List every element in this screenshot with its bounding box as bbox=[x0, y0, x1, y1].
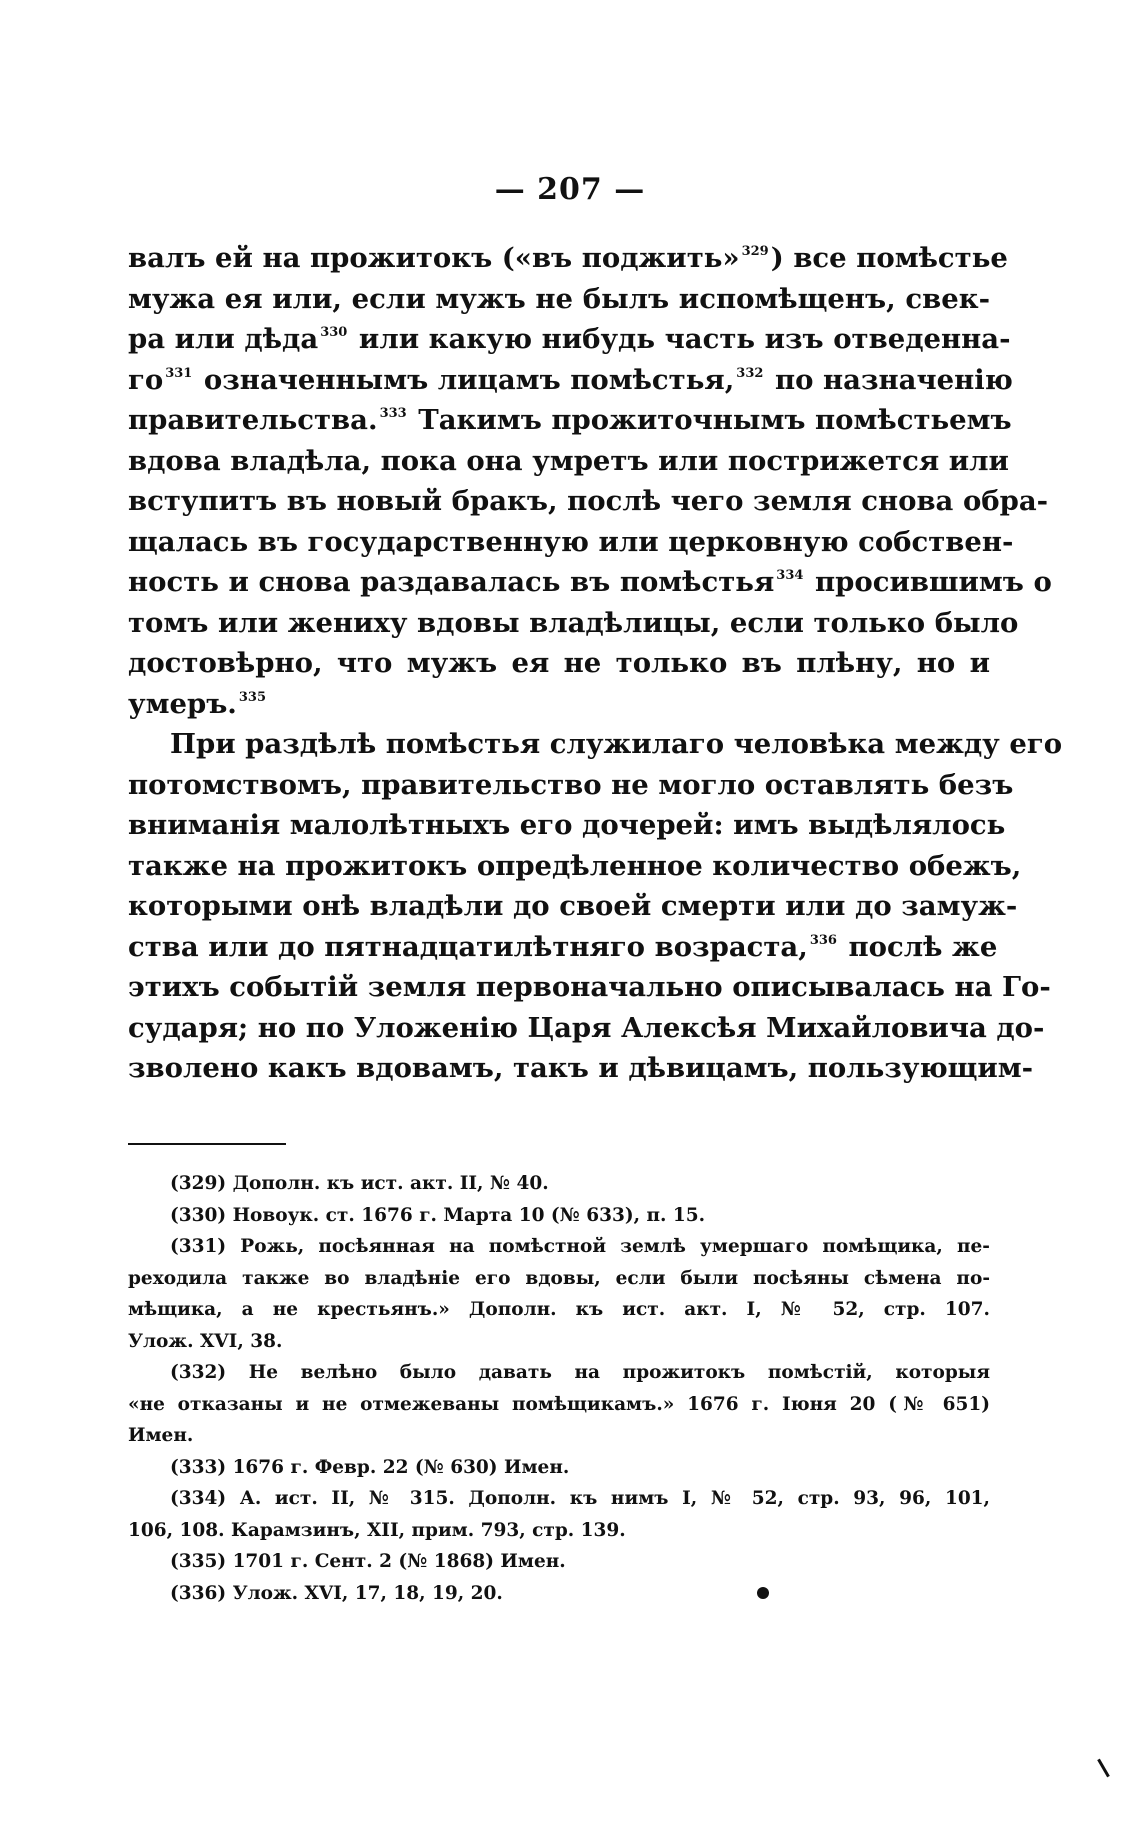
body-text-run: томъ или жениху вдовы владѣлицы, если только было bbox=[128, 606, 1019, 639]
body-line bbox=[128, 927, 998, 968]
footnote-line: (335) 1701 г. Сент. 2 (№ 1868) Имен. bbox=[170, 1551, 566, 1572]
body-text-run: или какую нибудь часть изъ отведенна- bbox=[349, 323, 1011, 355]
footnote-line: (333) 1676 г. Февр. 22 (№ 630) Имен. bbox=[170, 1456, 570, 1478]
footnote-line: реходила также во владѣніе его вдовы, если были посѣяны сѣмена по- bbox=[128, 1267, 990, 1289]
body-line bbox=[128, 441, 1009, 482]
footnote-ref: 329 bbox=[741, 244, 769, 259]
footnote-ref: 335 bbox=[238, 689, 267, 705]
footnote-line: Имен. bbox=[128, 1425, 194, 1446]
footnote-ref: 332 bbox=[736, 365, 764, 381]
body-text-run: вступитъ въ новый бракъ, послѣ чего земля снова обра- bbox=[128, 485, 1049, 517]
footnote-line: (329) Дополн. къ ист. акт. II, № 40. bbox=[170, 1173, 549, 1194]
footnote-line: 106, 108. Карамзинъ, XII, прим. 793, стр. 139. bbox=[128, 1519, 626, 1541]
body-line bbox=[128, 684, 990, 725]
body-text-run: мужа ея или, если мужъ не былъ испомѣщенъ, свек- bbox=[128, 282, 990, 315]
body-line bbox=[128, 279, 990, 320]
body-text-run: потомствомъ, правительство не могло оставлять безъ bbox=[128, 768, 1014, 801]
body-text-run: послѣ же bbox=[838, 930, 998, 963]
body-text-run: вниманія малолѣтныхъ его дочерей: имъ выдѣлялось bbox=[128, 809, 1006, 841]
footnote-line: (334) А. ист. II, № 315. Дополн. къ нимъ I, № 52, стр. 93, 96, 101, bbox=[170, 1488, 990, 1509]
body-text-run: также на прожитокъ опредѣленное количество обежъ, bbox=[128, 849, 1022, 882]
footnote-line: мѣщика, а не крестьянъ.» Дополн. къ ист. акт. I, № 52, стр. 107. bbox=[128, 1299, 990, 1320]
body-text-run: этихъ событій земля первоначально описывалась на Го- bbox=[128, 971, 1051, 1003]
body-line bbox=[128, 481, 1049, 522]
body-text-run: сударя; но по Уложенію Царя Алексѣя Михайловича до- bbox=[128, 1011, 1045, 1044]
body-text-run: валъ ей на прожитокъ («въ поджить» bbox=[128, 242, 740, 274]
body-text-run: означеннымъ лицамъ помѣстья, bbox=[194, 363, 735, 396]
body-line bbox=[128, 562, 1052, 603]
body-text-run: умеръ. bbox=[128, 687, 237, 720]
footnote-line: (332) Не велѣно было давать на прожитокъ помѣстій, которыя bbox=[170, 1362, 990, 1383]
body-line bbox=[128, 400, 1012, 441]
body-line bbox=[128, 603, 1019, 644]
body-text-run: ства или до пятнадцатилѣтняго возраста, bbox=[128, 930, 808, 963]
body-text-run: правительства. bbox=[128, 404, 378, 436]
body-line bbox=[128, 360, 1013, 401]
body-line bbox=[128, 967, 1051, 1008]
body-text-run: ность и снова раздавалась въ помѣстья bbox=[128, 566, 775, 598]
body-line bbox=[128, 765, 1014, 806]
body-line bbox=[128, 522, 1014, 563]
body-line bbox=[128, 643, 990, 684]
footnote-line: (331) Рожь, посѣянная на помѣстной землѣ умершаго помѣщика, пе- bbox=[170, 1236, 990, 1257]
body-text-run: щалась въ государственную или церковную собствен- bbox=[128, 525, 1014, 558]
body-line bbox=[128, 1048, 1034, 1089]
body-text-run: которыми онѣ владѣли до своей смерти или до замуж- bbox=[128, 890, 1018, 922]
body-line bbox=[128, 846, 1022, 887]
footnote-ref: 334 bbox=[776, 568, 804, 583]
body-text-run: достовѣрно, что мужъ ея не только въ плѣну, но и bbox=[128, 647, 990, 679]
body-text-run: Такимъ прожиточнымъ помѣстьемъ bbox=[408, 404, 1012, 436]
footnote-line: (336) Улож. XVI, 17, 18, 19, 20. bbox=[170, 1582, 503, 1604]
page-number: — 207 — bbox=[494, 172, 646, 207]
body-text-run: ра или дѣда bbox=[128, 323, 319, 355]
footnote-line: (330) Новоук. ст. 1676 г. Марта 10 (№ 633), п. 15. bbox=[170, 1204, 706, 1226]
footnote-divider bbox=[128, 1143, 286, 1145]
body-text-run: просившимъ о bbox=[805, 566, 1052, 598]
footnote-line: Улож. XVI, 38. bbox=[128, 1330, 283, 1352]
body-text-run: го bbox=[128, 363, 164, 396]
body-text-run: вдова владѣла, пока она умретъ или пострижется или bbox=[128, 444, 1009, 477]
body-text bbox=[128, 238, 1063, 1089]
footnote-ref: 336 bbox=[809, 932, 837, 948]
footnote-ref: 333 bbox=[379, 406, 407, 421]
body-line bbox=[128, 238, 1008, 279]
body-text-run: зволено какъ вдовамъ, такъ и дѣвицамъ, пользующим- bbox=[128, 1052, 1034, 1084]
footnote-ref: 331 bbox=[165, 365, 193, 381]
body-line bbox=[128, 805, 1006, 846]
footnotes bbox=[128, 1168, 990, 1609]
footnote-line: «не отказаны и не отмежеваны помѣщикамъ.» 1676 г. Іюня 20 (№ 651) bbox=[128, 1393, 990, 1415]
body-text-run: При раздѣлѣ помѣстья служилаго человѣка между его bbox=[170, 728, 1063, 760]
body-line bbox=[128, 724, 1063, 765]
body-line bbox=[128, 886, 1018, 927]
footnote-ref: 330 bbox=[320, 325, 348, 340]
ink-dot bbox=[757, 1587, 769, 1599]
body-line bbox=[128, 1008, 1045, 1049]
body-text-run: ) все помѣстье bbox=[770, 242, 1008, 274]
body-line bbox=[128, 319, 1011, 360]
ink-mark bbox=[1097, 1759, 1110, 1778]
body-text-run: по назначенію bbox=[765, 363, 1013, 396]
